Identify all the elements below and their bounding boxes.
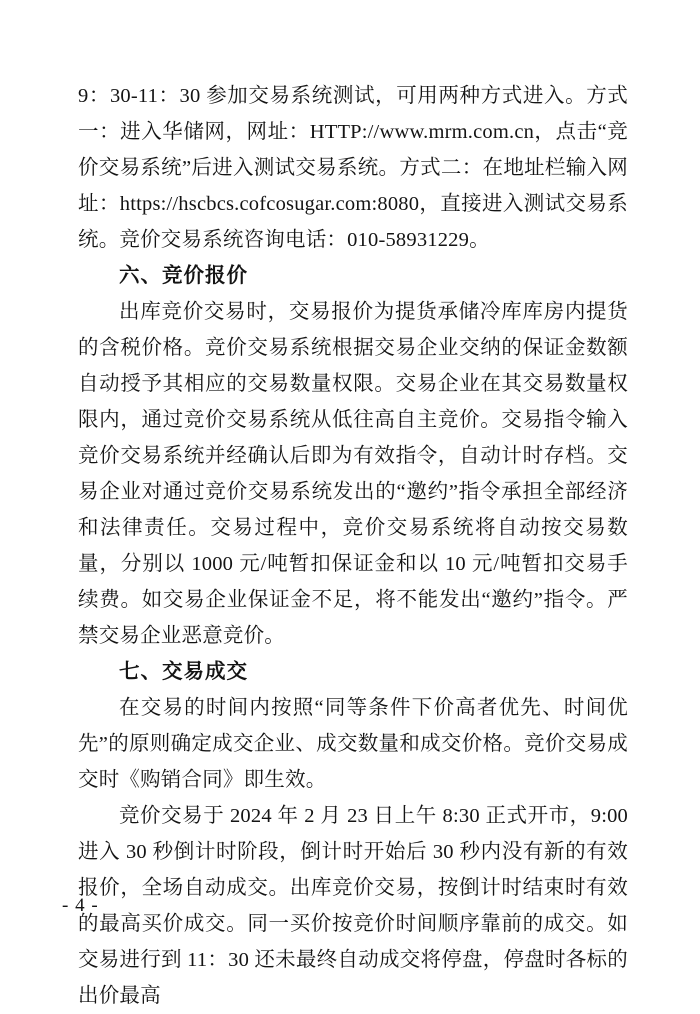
paragraph-bidding-quotation: 出库竞价交易时，交易报价为提货承储冷库库房内提货的含税价格。竞价交易系统根据交易企业交纳的保证金数额自动授予其相应的交易数量权限。交易企业在其交易数量权限内，通过竞价交易系统从低往高自主竞价。交易指令输入竞价交易系统并经确认后即为有效指令，自动计时存档。交易企业对通过竞价交易系统发出的“邀约”指令承担全部经济和法律责任。交易过程中，竞价交易系统将自动按交易数量，分别以 1000 元/吨暂扣保证金和以 10 元/吨暂扣交易手续费。如交易企业保证金不足，将不能发出“邀约”指令。严禁交易企业恶意竞价。: [78, 301, 628, 647]
page-number: - 4 -: [62, 895, 99, 916]
document-body: [78, 78, 628, 1014]
paragraph-transaction-principles: 在交易的时间内按照“同等条件下价高者优先、时间优先”的原则确定成交企业、成交数量和成交价格。竞价交易成交时《购销合同》即生效。: [78, 697, 628, 791]
section-heading-bidding-quotation: 六、竞价报价: [119, 265, 248, 287]
section-heading-transaction-conclusion: 七、交易成交: [119, 661, 248, 683]
paragraph-transaction-schedule: 竞价交易于 2024 年 2 月 23 日上午 8:30 正式开市，9:00 进入 30 秒倒计时阶段，倒计时开始后 30 秒内没有新的有效报价，全场自动成交。出库竞价交易，按倒计时结束时有效的最高买价成交。同一买价按竞价时间顺序靠前的成交。如交易进行到 11：30 还未最终自动成交将停盘，停盘时各标的出价最高: [78, 805, 628, 1007]
paragraph-system-test-access: 9：30-11：30 参加交易系统测试，可用两种方式进入。方式一：进入华储网，网址：HTTP://www.mrm.com.cn，点击“竞价交易系统”后进入测试交易系统。方式二：在地址栏输入网址：https://hscbcs.cofcosugar.com:8080，直接进入测试交易系统。竞价交易系统咨询电话：010-58931229。: [78, 85, 628, 251]
